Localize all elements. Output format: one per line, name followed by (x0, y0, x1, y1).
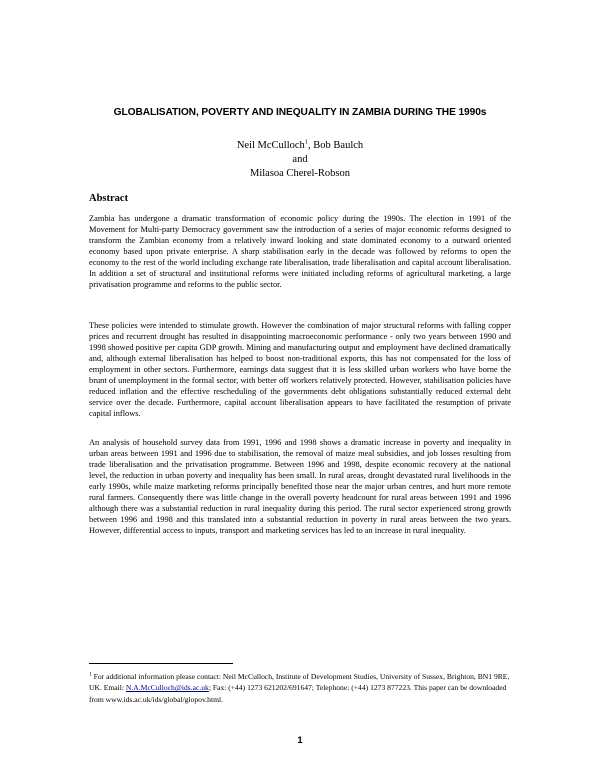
footnote-text-before: For additional information please contact: Neil McCulloch, Institute of Development Studies, University of Sussex, Brighton, BN1 9RE, UK. Email: (89, 672, 510, 693)
author-name-mcculloch: Neil McCulloch (236, 140, 305, 151)
author-line-1 (0, 139, 600, 153)
author-line-2: and (292, 154, 308, 165)
footnote-separator (89, 663, 233, 664)
footnote-mark: 1 (89, 671, 92, 678)
footnote-reference: 1 (304, 138, 309, 146)
abstract-paragraph: These policies were intended to stimulate growth. However the combination of major structural reforms with falling copper prices and recurrent drought has resulted in disappointing macroeconomic performance - only two years between 1990 and 1998 showed positive per capita GDP growth. Mining and manufacturing output and employment have declined dramatically and, although external liberalisation has helped to boost non-traditional exports, this has not compensated for the loss of employment in other sectors. Furthermore, earnings data suggest that it is less skilled urban workers who have borne the brunt of unemployment in the formal sector, with better off workers relatively protected. However, stabilisation policies have reduced inflation and the effective rescheduling of the governments debt obligations substantially reduced external debt service over the decade. Furthermore, capital account liberalisation appears to have facilitated the resumption of private capital inflows. (89, 321, 511, 419)
page-number: 1 (297, 735, 303, 746)
footnote-text-after: ; Fax: (+44) 1273 621202/691647; Telephone: (+44) 1273 877223. This paper can be downloaded from www.ids.ac.uk/ids/global/glopov.html. (89, 683, 507, 704)
footnote (89, 671, 511, 705)
author-name-baulch: , Bob Baulch (308, 140, 364, 151)
document-title: GLOBALISATION, POVERTY AND INEQUALITY IN ZAMBIA DURING THE 1990s (113, 107, 487, 118)
abstract-paragraph: Zambia has undergone a dramatic transformation of economic policy during the 1990s. The election in 1991 of the Movement for Multi-party Democracy government saw the introduction of a series of major economic reforms designed to transform the Zambian economy from a relatively inward looking and state dominated economy to a outward oriented economy based upon private enterprise. A sharp stabilisation early in the decade was followed by reforms to open the economy to the rest of the world including exchange rate liberalisation, trade liberalisation and capital account liberalisation. In addition a set of structural and institutional reforms were initiated including reforms of agricultural marketing, a large privatisation programme and reforms to the public sector. (89, 214, 511, 290)
email-link[interactable]: N.A.McCulloch@ids.ac.uk (125, 683, 209, 693)
abstract-paragraph: An analysis of household survey data from 1991, 1996 and 1998 shows a dramatic increase in poverty and inequality in urban areas between 1991 and 1996 due to stabilisation, the removal of maize meal subsidies, and job losses resulting from trade liberalisation and the privatisation programme. Between 1996 and 1998, despite economic recovery at the national level, the reduction in urban poverty and inequality has been small. In rural areas, drought devastated rural livelihoods in the early 1990s, while maize marketing reforms principally benefited those near the major urban centres, and hurt more remote rural farmers. Consequently there was little change in the overall poverty headcount for rural areas between 1991 and 1996 although there was a substantial reduction in rural inequality during this period. The rural sector experienced strong growth between 1996 and 1998 and this translated into a substantial reduction in poverty in rural areas between the two years. However, differential access to inputs, transport and marketing services has led to an increase in rural inequality. (89, 438, 511, 536)
author-block (0, 139, 600, 181)
abstract-heading: Abstract (89, 193, 129, 204)
author-line-3: Milasoa Cherel-Robson (249, 168, 351, 179)
